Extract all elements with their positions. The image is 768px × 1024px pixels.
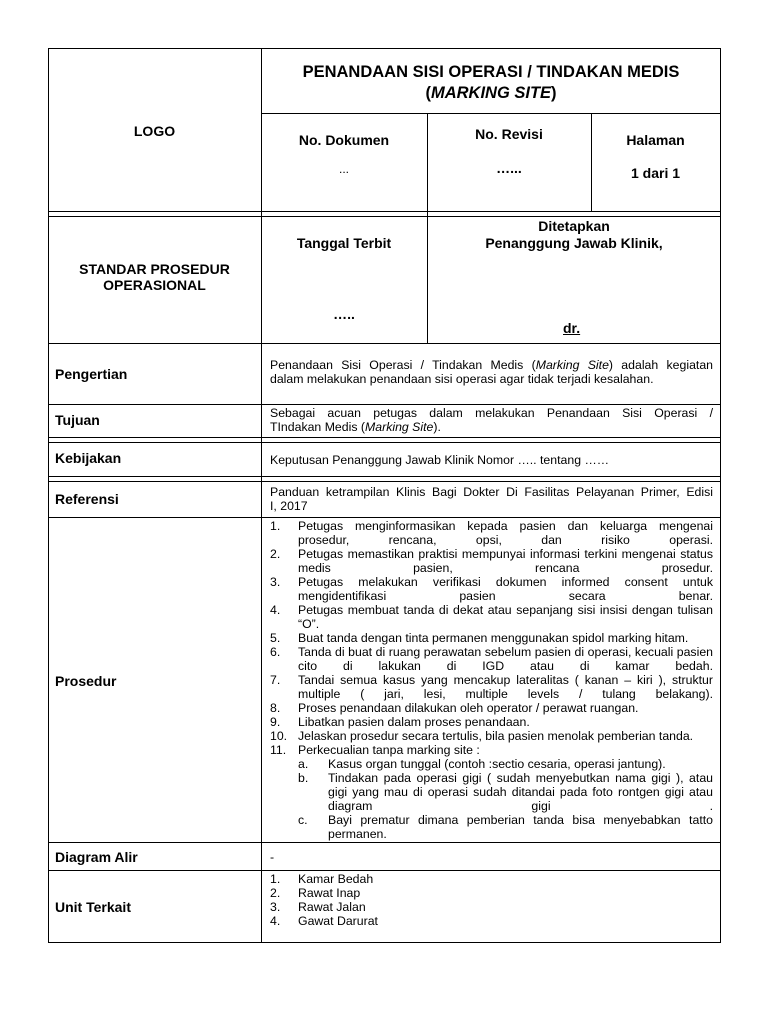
sub-item: a. Kasus organ tunggal (contoh :sectio cesaria, operasi jantung). (298, 757, 666, 771)
diagram-label: Diagram Alir (55, 849, 138, 865)
document-subtitle: (MARKING SITE) (425, 84, 557, 102)
set-by-role: Penanggung Jawab Klinik, (485, 235, 663, 251)
list-item: 9. Libatkan pasien dalam proses penandaan. (270, 715, 530, 729)
document-title: PENANDAAN SISI OPERASI / TINDAKAN MEDIS (302, 63, 680, 81)
prosedur-steps (270, 519, 713, 841)
referensi-label: Referensi (55, 491, 119, 507)
list-item: 1. Kamar Bedah (270, 872, 374, 886)
unit-list (270, 872, 570, 928)
signer-name: dr. (563, 320, 581, 336)
unit-label: Unit Terkait (55, 899, 131, 915)
list-item: 3. Petugas melakukan verifikasi dokumen informed consent untuk mengidentifikasi pasien secara benar. (270, 575, 713, 603)
list-item: 4. Gawat Darurat (270, 914, 378, 928)
kebijakan-label: Kebijakan (55, 450, 122, 466)
tujuan-label: Tujuan (55, 412, 100, 428)
tujuan-text-line1: Sebagai acuan petugas dalam melakukan Penandaan Sisi Operasi / (270, 406, 713, 420)
sub-item: c. Bayi prematur dimana pemberian tanda bisa menyebabkan tatto permanen. (298, 813, 713, 841)
list-item: 8. Proses penandaan dilakukan oleh operator / perawat ruangan. (270, 701, 639, 715)
kebijakan-text: Keputusan Penanggung Jawab Klinik Nomor ….. tentang …… (270, 453, 610, 467)
tujuan-text-line2: TIndakan Medis (Marking Site). (270, 420, 441, 434)
pengertian-text-line1: Penandaan Sisi Operasi / Tindakan Medis (Marking Site) adalah kegiatan (270, 358, 713, 372)
list-item: 5. Buat tanda dengan tinta permanen menggunakan spidol marking hitam. (270, 631, 689, 645)
list-item: 2. Rawat Inap (270, 886, 361, 900)
unit-list-wrap (270, 872, 570, 928)
list-item: 11. Perkecualian tanpa marking site : (270, 743, 480, 757)
list-item: 10. Jelaskan prosedur secara tertulis, bila pasien menolak pemberian tanda. (270, 729, 694, 743)
issue-date-label: Tanggal Terbit (296, 235, 392, 251)
doc-number-value: ... (338, 162, 349, 176)
referensi-text-line1: Panduan ketrampilan Klinis Bagi Dokter Di Fasilitas Pelayanan Primer, Edisi (270, 485, 713, 499)
issue-date-value: ….. (333, 306, 355, 322)
list-item: 4. Petugas membuat tanda di dekat atau sepanjang sisi insisi dengan tulisan “O”. (270, 603, 713, 631)
sop-title-line1: STANDAR PROSEDUR (79, 261, 230, 277)
list-item: 2. Petugas memastikan praktisi mempunyai informasi terkini mengenai status medis pasien, rencana prosedur. (270, 547, 713, 575)
logo-placeholder: LOGO (133, 123, 176, 139)
list-item: 1. Petugas menginformasikan kepada pasien dan keluarga mengenai prosedur, rencana, opsi, dan risiko operasi. (270, 519, 713, 547)
page-value: 1 dari 1 (630, 165, 681, 181)
list-item: 7. Tandai semua kasus yang mencakup lateralitas ( kanan – kiri ), struktur multiple ( jari, lesi, multiple levels / tulang belakang). (270, 673, 713, 701)
list-item: 3. Rawat Jalan (270, 900, 366, 914)
pengertian-label: Pengertian (55, 366, 128, 382)
diagram-text: - (270, 850, 275, 864)
sop-title-line2: OPERASIONAL (103, 277, 206, 293)
doc-number-label: No. Dokumen (298, 132, 390, 148)
page-label: Halaman (626, 132, 685, 148)
set-by-label: Ditetapkan (538, 218, 610, 234)
sub-item: b. Tindakan pada operasi gigi ( sudah menyebutkan nama gigi ), atau gigi yang mau di operasi sudah ditandai pada foto rontgen gigi atau diagram gigi . (298, 771, 713, 813)
list-item: 6. Tanda di buat di ruang perawatan sebelum pasien di operasi, kecuali pasien cito di lakukan di IGD atau di kamar bedah. (270, 645, 713, 673)
referensi-text-line2: I, 2017 (270, 499, 308, 513)
prosedur-list (270, 519, 713, 757)
prosedur-label: Prosedur (55, 673, 117, 689)
revision-label: No. Revisi (475, 126, 543, 142)
revision-value: …... (496, 160, 522, 176)
pengertian-text-line2: dalam melakukan penandaan sisi operasi agar tidak terjadi kesalahan. (270, 372, 654, 386)
